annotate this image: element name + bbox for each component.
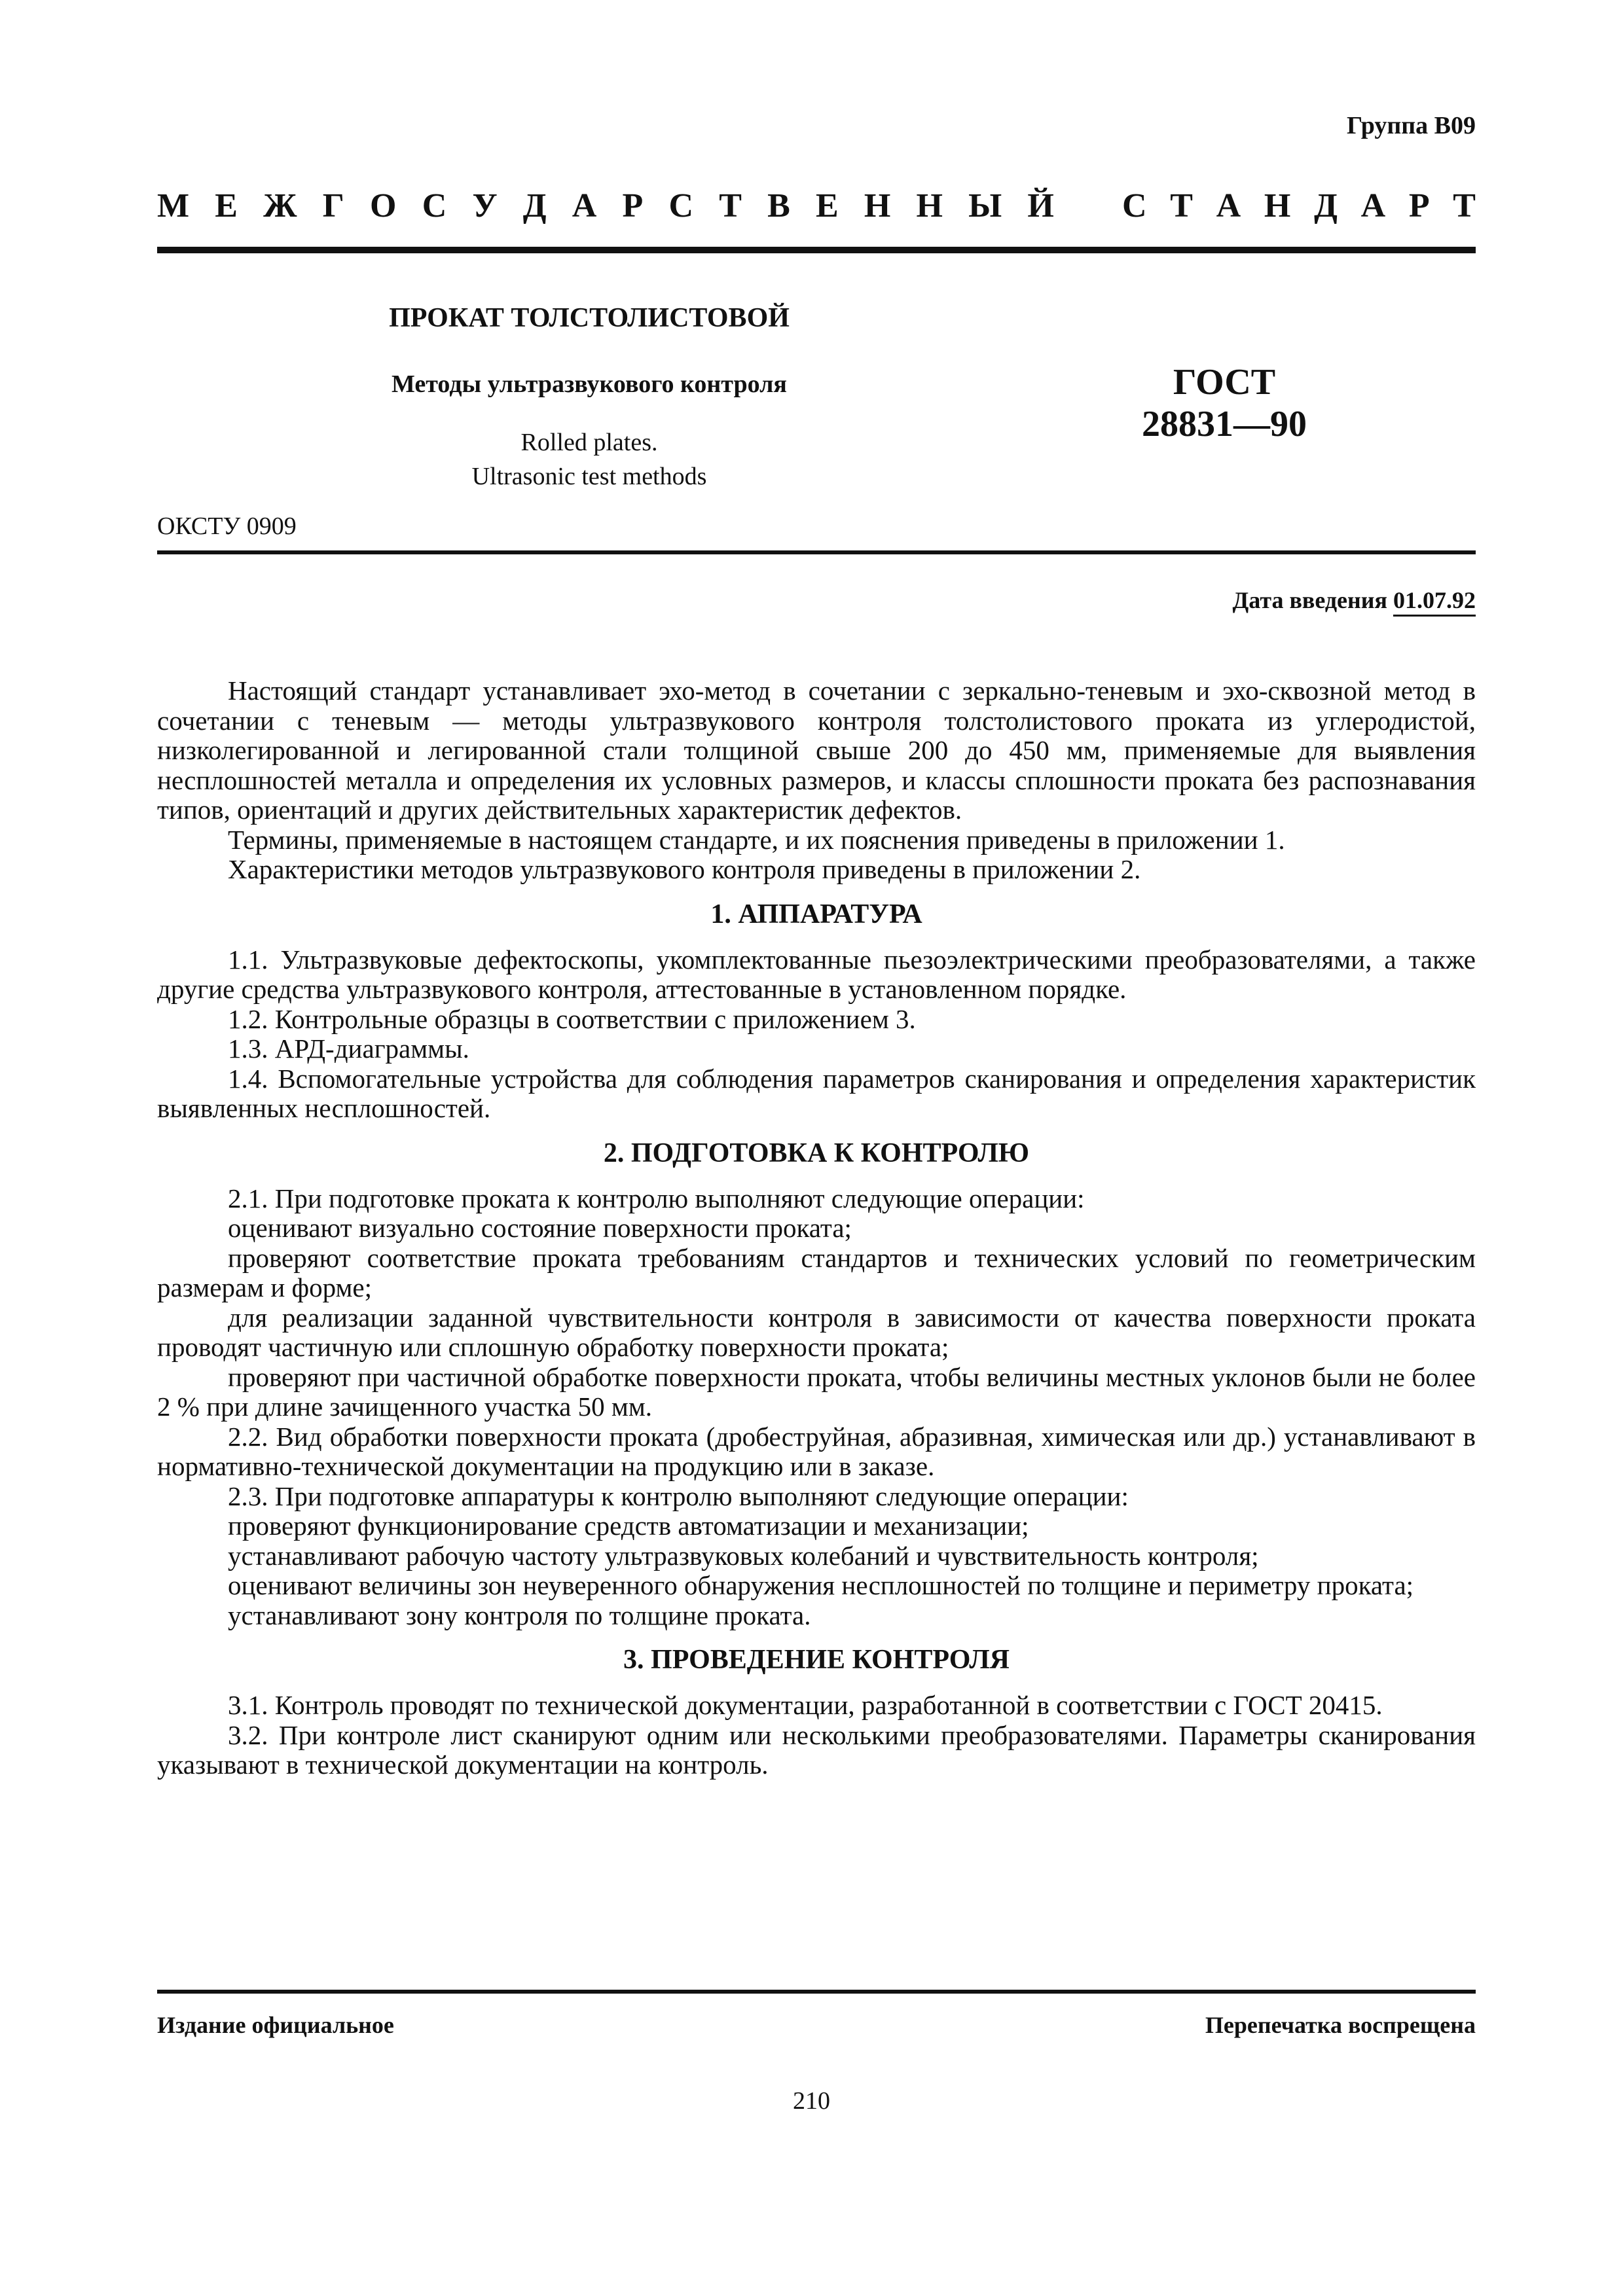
date-label: Дата введения (1232, 587, 1387, 613)
date-value: 01.07.92 (1393, 587, 1476, 617)
section-paragraph: 3.2. При контроле лист сканируют одним или несколькими преобразователями. Параметры сканирования указывают в технической документации на контроль. (157, 1719, 1476, 1780)
document-title: ПРОКАТ ТОЛСТОЛИСТОВОЙ (389, 303, 790, 333)
gost-label: ГОСТ (1173, 362, 1276, 403)
section-paragraph: проверяют при частичной обработке поверхности проката, чтобы величины местных уклонов были не более 2 % при длине зачищенного участка 50 мм. (157, 1361, 1476, 1422)
english-title-line2: Ultrasonic test methods (471, 463, 707, 490)
document-subtitle: Методы ультразвукового контроля (392, 370, 787, 398)
footer-divider (157, 1990, 1476, 1994)
standard-banner (157, 187, 1476, 225)
section-paragraph: 2.2. Вид обработки поверхности проката (дробеструйная, абразивная, химическая или др.) устанавливают в нормативно-технической документации на продукцию или в заказе. (157, 1421, 1476, 1481)
section-paragraph: 3.1. Контроль проводят по технической документации, разработанной в соответствии с ГОСТ 20415. (228, 1690, 1383, 1720)
section-paragraph: устанавливают зону контроля по толщине проката. (228, 1600, 811, 1630)
section-paragraph: проверяют функционирование средств автоматизации и механизации; (228, 1511, 1029, 1541)
title-divider (157, 550, 1476, 554)
section-paragraph: 2.3. При подготовке аппаратуры к контролю выполняют следующие операции: (228, 1480, 1129, 1511)
section-heading: 2. ПОДГОТОВКА К КОНТРОЛЮ (603, 1138, 1030, 1168)
introduction-date (1233, 586, 1476, 614)
official-edition-label: Издание официальное (157, 2012, 394, 2038)
section-heading: 3. ПРОВЕДЕНИЕ КОНТРОЛЯ (623, 1645, 1010, 1675)
section-paragraph: проверяют соответствие проката требованиям стандартов и технических условий по геометрическим размерам и форме; (157, 1242, 1476, 1302)
section-paragraph: 1.2. Контрольные образцы в соответствии с приложением 3. (228, 1003, 916, 1034)
group-code: Группа В09 (1346, 112, 1476, 139)
header-divider (157, 247, 1476, 253)
intro-paragraph: Настоящий стандарт устанавливает эхо-метод в сочетании с зеркально-теневым и эхо-сквозной метод в сочетании с теневым — методы ультразвукового контроля толстолистового проката из углеродистой, низколегированной и легированной стали толщиной свыше 200 до 450 мм, применяемые для выявления несплошностей металла и определения их условных размеров, и классы сплошности проката без распознавания типов, ориентаций и других действительных характеристик дефектов. (157, 675, 1476, 825)
okstu-code: ОКСТУ 0909 (157, 512, 297, 540)
section-paragraph: для реализации заданной чувствительности контроля в зависимости от качества поверхности проката проводят частичную или сплошную обработку поверхности проката; (157, 1302, 1476, 1362)
section-paragraph: оценивают величины зон неуверенного обнаружения несплошностей по толщине и периметру проката; (228, 1570, 1414, 1600)
gost-designation (1061, 361, 1388, 445)
banner-right: С Т А Н Д А Р Т (1122, 187, 1476, 224)
banner-left: М Е Ж Г О С У Д А Р С Т В Е Н Н Ы Й (157, 187, 1054, 224)
section-paragraph: 1.3. АРД-диаграммы. (228, 1033, 469, 1064)
gost-number: 28831—90 (1142, 404, 1307, 444)
section-paragraph: 1.4. Вспомогательные устройства для соблюдения параметров сканирования и определения характеристик выявленных несплошностей. (157, 1063, 1476, 1123)
intro-paragraph: Термины, применяемые в настоящем стандарте, и их пояснения приведены в приложении 1. (228, 824, 1285, 855)
reprint-prohibited-label: Перепечатка воспрещена (1205, 2012, 1476, 2038)
page-number: 210 (793, 2087, 830, 2115)
document-body (157, 676, 1476, 1780)
section-paragraph: устанавливают рабочую частоту ультразвуковых колебаний и чувствительность контроля; (228, 1540, 1259, 1571)
intro-paragraph: Характеристики методов ультразвукового контроля приведены в приложении 2. (228, 854, 1141, 884)
section-heading: 1. АППАРАТУРА (710, 899, 922, 929)
english-title-line1: Rolled plates. (520, 429, 658, 456)
section-paragraph: оценивают визуально состояние поверхности проката; (228, 1213, 852, 1243)
english-title (262, 425, 917, 493)
section-paragraph: 2.1. При подготовке проката к контролю выполняют следующие операции: (228, 1183, 1085, 1213)
section-paragraph: 1.1. Ультразвуковые дефектоскопы, укомплектованные пьезоэлектрическими преобразователями, а также другие средства ультразвукового контроля, аттестованные в установленном порядке. (157, 944, 1476, 1004)
